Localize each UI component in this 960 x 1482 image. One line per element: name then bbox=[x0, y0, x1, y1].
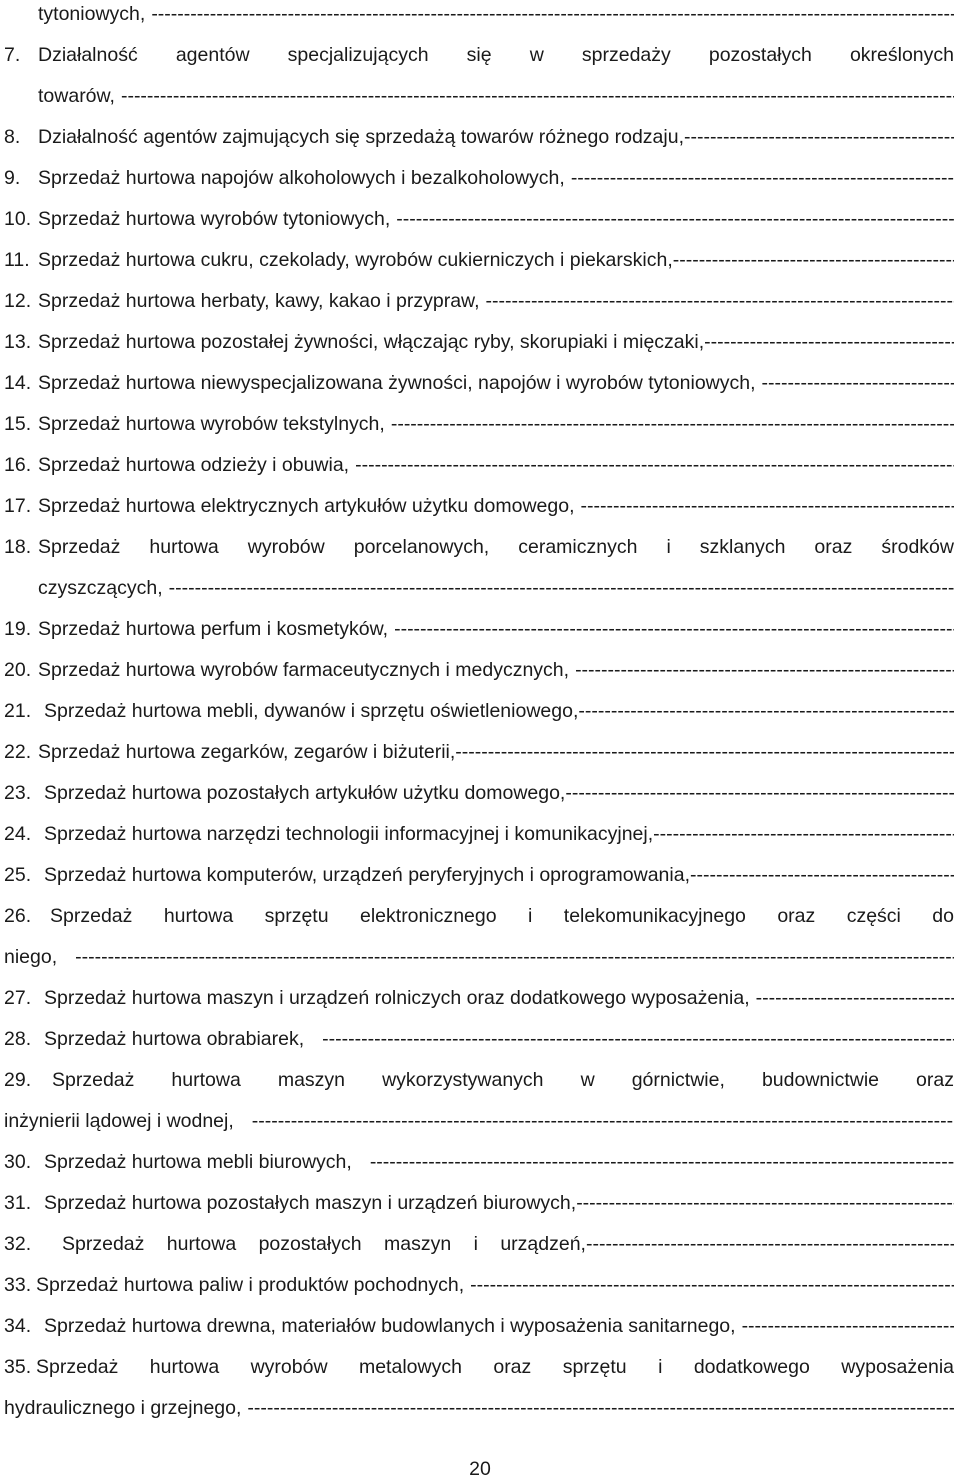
item-text-row bbox=[62, 1224, 954, 1265]
item-text: Sprzedaż hurtowa odzieży i obuwia, bbox=[38, 454, 350, 476]
dash-leader bbox=[673, 240, 954, 281]
list-line bbox=[0, 978, 960, 1019]
item-text: Sprzedaż hurtowa napojów alkoholowych i bezalkoholowych, bbox=[38, 167, 565, 189]
dash-leader bbox=[575, 650, 954, 691]
list-line bbox=[0, 445, 960, 486]
list-line bbox=[0, 1060, 960, 1101]
dash-leader bbox=[485, 281, 954, 322]
dash-leader bbox=[578, 691, 954, 732]
item-number: 17. bbox=[4, 495, 32, 517]
item-text: Sprzedaż hurtowa drewna, materiałów budowlanych i wyposażenia sanitarnego, bbox=[44, 1315, 736, 1337]
dash-leader bbox=[565, 773, 954, 814]
dash-leader bbox=[653, 814, 954, 855]
item-number: 27. bbox=[4, 987, 32, 1009]
item-number: 16. bbox=[4, 454, 32, 476]
item-text-row bbox=[44, 1019, 954, 1060]
item-text: Sprzedaż hurtowa wyrobów metalowych oraz sprzętu i dodatkowego wyposażenia bbox=[36, 1356, 954, 1378]
dash-leader bbox=[470, 1265, 954, 1306]
item-text: Sprzedaż hurtowa zegarków, zegarów i biżuterii, bbox=[38, 741, 456, 763]
item-number: 11. bbox=[4, 249, 30, 271]
item-text: tytoniowych, bbox=[38, 3, 146, 25]
item-text-row bbox=[38, 35, 954, 76]
item-text-row bbox=[44, 814, 954, 855]
item-text-row bbox=[44, 773, 954, 814]
item-text: Sprzedaż hurtowa elektrycznych artykułów użytku domowego, bbox=[38, 495, 575, 517]
list-line bbox=[0, 1224, 960, 1265]
list-line bbox=[0, 404, 960, 445]
dash-leader bbox=[690, 855, 954, 896]
item-text: inżynierii lądowej i wodnej, bbox=[4, 1110, 234, 1132]
item-text: Sprzedaż hurtowa wyrobów tekstylnych, bbox=[38, 413, 385, 435]
item-text: Sprzedaż hurtowa paliw i produktów pochodnych, bbox=[36, 1274, 465, 1296]
item-text: Sprzedaż hurtowa wyrobów farmaceutycznych i medycznych, bbox=[38, 659, 570, 681]
item-text-row bbox=[38, 363, 954, 404]
item-number: 22. bbox=[4, 741, 32, 763]
dash-leader bbox=[762, 363, 954, 404]
item-text-row bbox=[4, 1101, 954, 1142]
dash-leader bbox=[391, 404, 954, 445]
dash-leader bbox=[394, 609, 954, 650]
item-text: Sprzedaż hurtowa pozostałych maszyn i urządzeń biurowych, bbox=[44, 1192, 577, 1214]
list-line bbox=[0, 609, 960, 650]
item-text-row bbox=[44, 855, 954, 896]
item-text-row bbox=[38, 199, 954, 240]
item-text-row bbox=[38, 281, 954, 322]
list-line bbox=[0, 322, 960, 363]
item-text: Sprzedaż hurtowa cukru, czekolady, wyrobów cukierniczych i piekarskich, bbox=[38, 249, 673, 271]
dash-leader bbox=[396, 199, 954, 240]
list-line bbox=[0, 527, 960, 568]
item-text-row bbox=[36, 1347, 954, 1388]
dash-leader bbox=[252, 1101, 954, 1142]
item-text: Sprzedaż hurtowa perfum i kosmetyków, bbox=[38, 618, 389, 640]
item-text: Działalność agentów specjalizujących się w sprzedaży pozostałych określonych bbox=[38, 44, 954, 66]
item-text-row bbox=[38, 0, 954, 35]
item-text-row bbox=[36, 1265, 954, 1306]
list-line bbox=[0, 240, 960, 281]
item-number: 25. bbox=[4, 864, 32, 886]
item-number: 33. bbox=[4, 1274, 32, 1296]
dash-leader bbox=[742, 1306, 954, 1347]
item-text-row bbox=[38, 322, 954, 363]
list-line bbox=[0, 281, 960, 322]
item-number: 26. bbox=[4, 905, 32, 927]
dash-leader bbox=[684, 117, 954, 158]
list-line bbox=[0, 117, 960, 158]
item-number: 34. bbox=[4, 1315, 32, 1337]
item-text-row bbox=[44, 691, 954, 732]
item-text: Sprzedaż hurtowa pozostałej żywności, włączając ryby, skorupiaki i mięczaki, bbox=[38, 331, 705, 353]
item-text: Sprzedaż hurtowa maszyn i urządzeń rolniczych oraz dodatkowego wyposażenia, bbox=[44, 987, 750, 1009]
list-line bbox=[0, 0, 960, 35]
item-text-row bbox=[38, 486, 954, 527]
list-line bbox=[0, 568, 960, 609]
item-text: Sprzedaż hurtowa mebli biurowych, bbox=[44, 1151, 352, 1173]
item-text-row bbox=[38, 650, 954, 691]
item-number: 15. bbox=[4, 413, 32, 435]
item-number: 30. bbox=[4, 1151, 32, 1173]
dash-leader bbox=[576, 1183, 954, 1224]
item-text: Sprzedaż hurtowa wyrobów tytoniowych, bbox=[38, 208, 391, 230]
dash-leader bbox=[370, 1142, 954, 1183]
list-line bbox=[0, 1347, 960, 1388]
item-number: 12. bbox=[4, 290, 32, 312]
dash-leader bbox=[169, 568, 954, 609]
item-text-row bbox=[44, 1142, 954, 1183]
item-text-row bbox=[38, 609, 954, 650]
item-number: 9. bbox=[4, 167, 21, 189]
item-text-row bbox=[38, 240, 954, 281]
list-line bbox=[0, 363, 960, 404]
item-text-row bbox=[38, 404, 954, 445]
item-number: 8. bbox=[4, 126, 21, 148]
dash-leader bbox=[455, 732, 954, 773]
list-line bbox=[0, 814, 960, 855]
list-line bbox=[0, 691, 960, 732]
item-text-row bbox=[4, 1388, 954, 1429]
list-line bbox=[0, 199, 960, 240]
item-text-row bbox=[4, 937, 954, 978]
dash-leader bbox=[121, 76, 954, 117]
item-text-row bbox=[38, 527, 954, 568]
list-line bbox=[0, 732, 960, 773]
dash-leader bbox=[75, 937, 954, 978]
item-text-row bbox=[38, 445, 954, 486]
item-text: Sprzedaż hurtowa narzędzi technologii informacyjnej i komunikacyjnej, bbox=[44, 823, 654, 845]
item-number: 24. bbox=[4, 823, 32, 845]
list-line bbox=[0, 1388, 960, 1429]
item-text: Sprzedaż hurtowa pozostałych maszyn i urządzeń, bbox=[62, 1233, 586, 1255]
item-text-row bbox=[38, 158, 954, 199]
list-line bbox=[0, 773, 960, 814]
item-text: hydraulicznego i grzejnego, bbox=[4, 1397, 242, 1419]
dash-leader bbox=[247, 1388, 954, 1429]
item-number: 20. bbox=[4, 659, 32, 681]
list-line bbox=[0, 158, 960, 199]
item-text: Sprzedaż hurtowa pozostałych artykułów użytku domowego, bbox=[44, 782, 566, 804]
item-text: Sprzedaż hurtowa herbaty, kawy, kakao i przypraw, bbox=[38, 290, 480, 312]
list-line bbox=[0, 486, 960, 527]
item-text: Działalność agentów zajmujących się sprzedażą towarów różnego rodzaju, bbox=[38, 126, 684, 148]
list-line bbox=[0, 1142, 960, 1183]
item-text-row bbox=[44, 1183, 954, 1224]
item-text: niego, bbox=[4, 946, 58, 968]
list-line bbox=[0, 1183, 960, 1224]
dash-leader bbox=[756, 978, 954, 1019]
dash-leader bbox=[581, 486, 955, 527]
item-text: Sprzedaż hurtowa maszyn wykorzystywanych w górnictwie, budownictwie oraz bbox=[52, 1069, 954, 1091]
list-line bbox=[0, 1019, 960, 1060]
item-text: Sprzedaż hurtowa wyrobów porcelanowych, ceramicznych i szklanych oraz środków bbox=[38, 536, 954, 558]
list-line bbox=[0, 1265, 960, 1306]
item-number: 13. bbox=[4, 331, 32, 353]
item-text: Sprzedaż hurtowa niewyspecjalizowana żywności, napojów i wyrobów tytoniowych, bbox=[38, 372, 756, 394]
item-number: 23. bbox=[4, 782, 32, 804]
dash-leader bbox=[571, 158, 954, 199]
item-number: 35. bbox=[4, 1356, 32, 1378]
item-number: 10. bbox=[4, 208, 32, 230]
item-text: towarów, bbox=[38, 85, 115, 107]
item-text-row bbox=[44, 1306, 954, 1347]
item-number: 29. bbox=[4, 1069, 32, 1091]
list-line bbox=[0, 1306, 960, 1347]
item-text: Sprzedaż hurtowa sprzętu elektronicznego i telekomunikacyjnego oraz części do bbox=[50, 905, 954, 927]
item-text: czyszczących, bbox=[38, 577, 163, 599]
item-text-row bbox=[44, 978, 954, 1019]
item-text-row bbox=[38, 117, 954, 158]
item-text: Sprzedaż hurtowa obrabiarek, bbox=[44, 1028, 305, 1050]
item-number: 7. bbox=[4, 44, 21, 66]
item-text-row bbox=[38, 732, 954, 773]
item-text-row bbox=[50, 896, 954, 937]
item-number: 14. bbox=[4, 372, 32, 394]
dash-leader bbox=[586, 1224, 954, 1265]
list-line bbox=[0, 650, 960, 691]
item-number: 18. bbox=[4, 536, 32, 558]
dash-leader bbox=[704, 322, 954, 363]
item-text: Sprzedaż hurtowa komputerów, urządzeń peryferyjnych i oprogramowania, bbox=[44, 864, 690, 886]
item-text-row bbox=[52, 1060, 954, 1101]
list-line bbox=[0, 76, 960, 117]
item-number: 28. bbox=[4, 1028, 32, 1050]
page-number: 20 bbox=[469, 1458, 491, 1480]
item-text-row bbox=[38, 568, 954, 609]
item-number: 19. bbox=[4, 618, 32, 640]
item-number: 32. bbox=[4, 1233, 32, 1255]
item-number: 31. bbox=[4, 1192, 32, 1214]
list-line bbox=[0, 1101, 960, 1142]
list-line bbox=[0, 35, 960, 76]
item-text-row bbox=[38, 76, 954, 117]
list-line bbox=[0, 896, 960, 937]
list-line bbox=[0, 937, 960, 978]
dash-leader bbox=[355, 445, 954, 486]
dash-leader bbox=[151, 0, 954, 35]
item-number: 21. bbox=[4, 700, 32, 722]
dash-leader bbox=[322, 1019, 954, 1060]
item-text: Sprzedaż hurtowa mebli, dywanów i sprzętu oświetleniowego, bbox=[44, 700, 579, 722]
list-line bbox=[0, 855, 960, 896]
